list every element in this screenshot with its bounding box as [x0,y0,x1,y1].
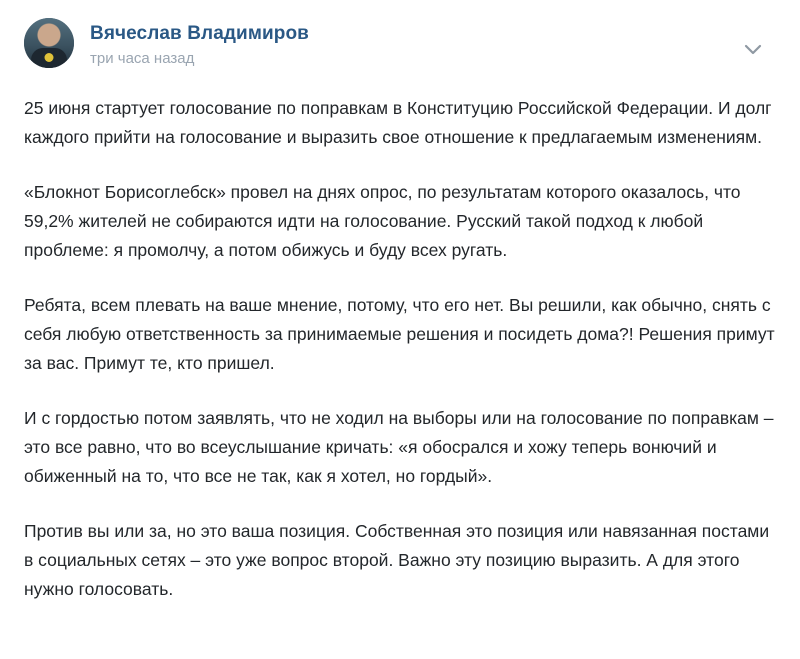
post-paragraph: Ребята, всем плевать на ваше мнение, потому, что его нет. Вы решили, как обычно, снять с себя любую ответственность за принимаемые решения и посидеть дома?! Решения примут за вас. Примут те, кто пришел. [24,295,775,373]
avatar[interactable] [24,18,74,68]
post-paragraph: «Блокнот Борисоглебск» провел на днях опрос, по результатам которого оказалось, что 59,2% жителей не собираются идти на голосование. Русский такой подход к любой проблеме: я промолчу, а потом обижусь и буду всех ругать. [24,182,741,260]
avatar-badge-icon [45,53,54,62]
post-paragraph: И с гордостью потом заявлять, что не ходил на выборы или на голосование по поправкам – это все равно, что во всеуслышание кричать: «я обосрался и хожу теперь вонючий и обиженный на то, что все не так, как я хотел, но гордый». [24,408,774,486]
post-text [24,94,776,604]
chevron-down-icon[interactable] [740,36,766,62]
author-name[interactable]: Вячеслав Владимиров [90,23,309,44]
post-header [24,18,776,84]
post-paragraph: Против вы или за, но это ваша позиция. Собственная это позиция или навязанная постами в социальных сетях – это уже вопрос второй. Важно эту позицию выразить. А для этого нужно голосовать. [24,521,770,599]
post-timestamp: три часа назад [90,50,195,67]
post-meta [90,18,309,68]
post-paragraph: 25 июня стартует голосование по поправкам в Конституцию Российской Федерации. И долг каждого прийти на голосование и выразить свое отношение к предлагаемым изменениям. [24,98,772,147]
